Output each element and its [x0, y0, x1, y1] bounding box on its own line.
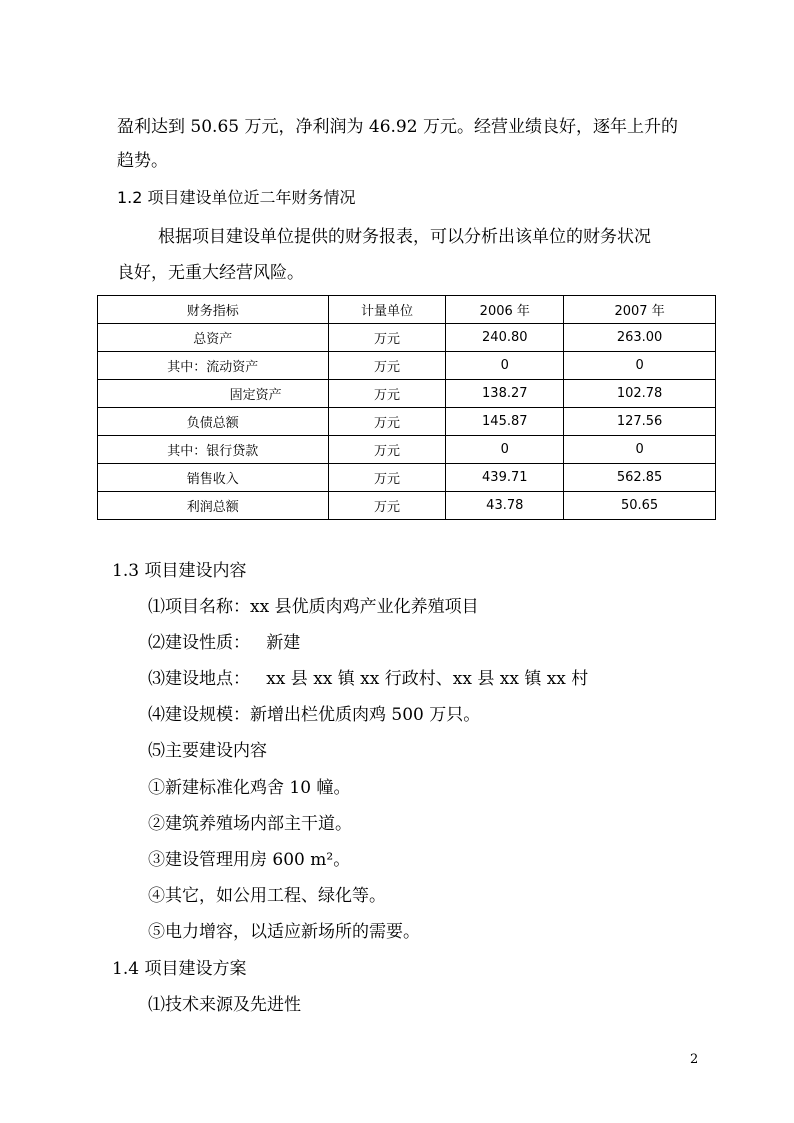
table-row	[98, 380, 716, 408]
header-unit: 计量单位	[328, 296, 446, 324]
cell-2006: 240.80	[446, 324, 564, 352]
table-row	[98, 492, 716, 520]
intro-line-1: 盈利达到 50.65 万元，净利润为 46.92 万元。经营业绩良好，逐年上升的	[117, 117, 678, 137]
cell-indicator: 固定资产	[98, 380, 329, 408]
cell-2006: 439.71	[446, 464, 564, 492]
cell-indicator: 销售收入	[98, 464, 329, 492]
header-indicator: 财务指标	[98, 296, 329, 324]
section-1-3-item: ⑸主要建设内容	[148, 741, 267, 761]
table-row	[98, 436, 716, 464]
cell-indicator: 其中：流动资产	[98, 352, 329, 380]
section-1-4-item: ⑴技术来源及先进性	[148, 995, 301, 1015]
section-1-3-item: ③建设管理用房 600 m²。	[148, 850, 351, 870]
cell-indicator: 负债总额	[98, 408, 329, 436]
section-1-3-item: ⑶建设地点： xx 县 xx 镇 xx 行政村、xx 县 xx 镇 xx 村	[148, 669, 589, 689]
cell-2007: 50.65	[564, 492, 716, 520]
cell-2007: 0	[564, 436, 716, 464]
financial-table	[97, 295, 716, 520]
intro-line-2: 趋势。	[117, 151, 168, 171]
section-1-3-item: ④其它，如公用工程、绿化等。	[148, 886, 386, 906]
cell-2007: 263.00	[564, 324, 716, 352]
header-2007: 2007 年	[564, 296, 716, 324]
header-2006: 2006 年	[446, 296, 564, 324]
section-1-3-item: ⑴项目名称：xx 县优质肉鸡产业化养殖项目	[148, 597, 479, 617]
cell-2007: 562.85	[564, 464, 716, 492]
cell-unit: 万元	[328, 492, 446, 520]
section-1-2-paragraph-line-1: 根据项目建设单位提供的财务报表，可以分析出该单位的财务状况	[158, 227, 651, 247]
cell-unit: 万元	[328, 380, 446, 408]
cell-indicator: 总资产	[98, 324, 329, 352]
cell-unit: 万元	[328, 464, 446, 492]
section-1-3-item: ⑵建设性质： 新建	[148, 633, 301, 653]
table-row	[98, 352, 716, 380]
section-1-4-heading: 1.4 项目建设方案	[112, 959, 247, 979]
cell-2006: 138.27	[446, 380, 564, 408]
cell-indicator: 利润总额	[98, 492, 329, 520]
table-row	[98, 408, 716, 436]
cell-unit: 万元	[328, 352, 446, 380]
table-row	[98, 464, 716, 492]
section-1-3-item: ②建筑养殖场内部主干道。	[148, 814, 352, 834]
cell-unit: 万元	[328, 324, 446, 352]
cell-unit: 万元	[328, 436, 446, 464]
cell-unit: 万元	[328, 408, 446, 436]
page-number: 2	[690, 1052, 699, 1067]
section-1-3-heading: 1.3 项目建设内容	[112, 561, 247, 581]
cell-2007: 102.78	[564, 380, 716, 408]
section-1-3-item: ⑷建设规模：新增出栏优质肉鸡 500 万只。	[148, 705, 481, 725]
cell-2007: 0	[564, 352, 716, 380]
cell-2006: 43.78	[446, 492, 564, 520]
section-1-2-heading: 1.2 项目建设单位近二年财务情况	[117, 188, 356, 207]
table-header-row	[98, 296, 716, 324]
cell-2006: 0	[446, 352, 564, 380]
section-1-3-item: ⑤电力增容，以适应新场所的需要。	[148, 922, 420, 942]
section-1-3-item: ①新建标准化鸡舍 10 幢。	[148, 778, 351, 798]
cell-2007: 127.56	[564, 408, 716, 436]
cell-indicator: 其中：银行贷款	[98, 436, 329, 464]
cell-2006: 0	[446, 436, 564, 464]
table-row	[98, 324, 716, 352]
section-1-2-paragraph-line-2: 良好，无重大经营风险。	[117, 263, 304, 283]
cell-2006: 145.87	[446, 408, 564, 436]
